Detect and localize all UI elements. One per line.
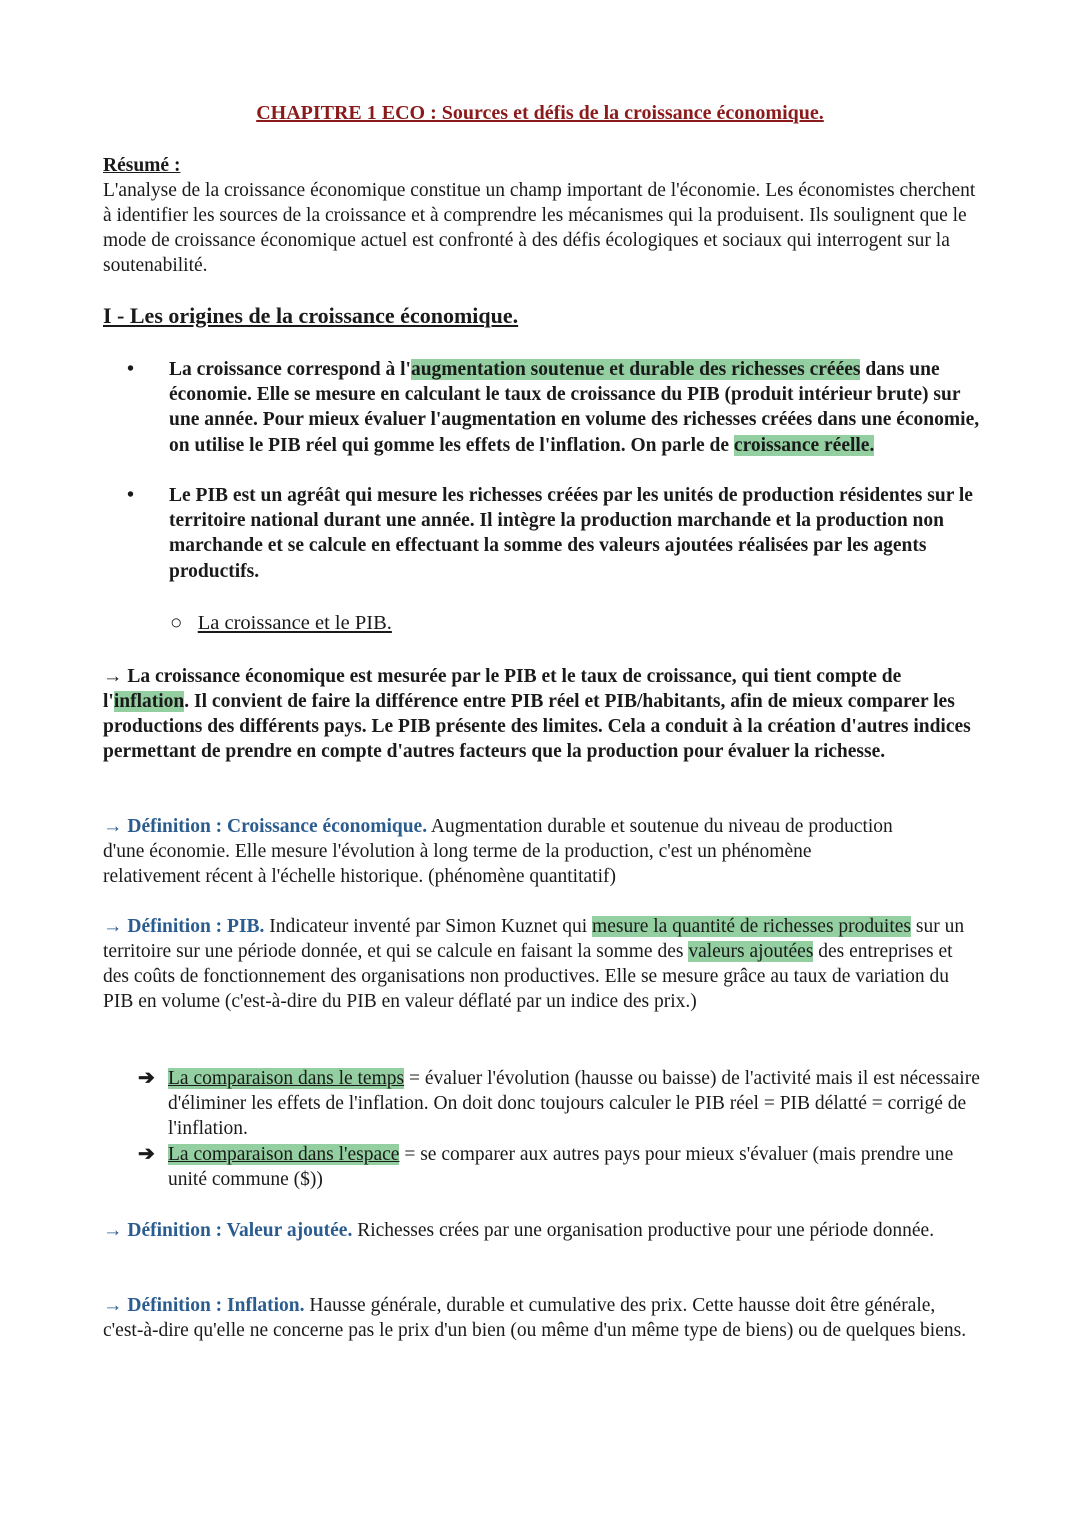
definition-inflation: → Définition : Inflation. Hausse générale, durable et cumulative des prix. Cette hausse doit être générale, c'est-à-dire qu'elle ne concerne pas le prix d'un bien (ou même d'un même type de biens) ou de quelques biens. xyxy=(103,1295,967,1341)
resume-heading: Résumé : xyxy=(103,155,181,176)
subheading: ○ La croissance et le PIB. xyxy=(170,612,392,634)
definition-pib: → Définition : PIB. Indicateur inventé par Simon Kuznet qui mesure la quantité de richesses produites sur un territoire sur une période donnée, et qui se calcule en faisant la somme des valeurs ajoutées des entreprises et des coûts de fonctionnement des organisations non productives. Elle se mesure grâce au taux de variation du PIB en volume (c'est-à-dire du PIB en valeur déflaté par un indice des prix.) xyxy=(103,916,965,1012)
definition-valeur-ajoutee: → Définition : Valeur ajoutée. Richesses crées par une organisation productive pour une période donnée. xyxy=(103,1220,935,1241)
resume-section xyxy=(103,153,983,278)
summary-paragraph: → La croissance économique est mesurée par le PIB et le taux de croissance, qui tient compte de l'inflation. Il convient de faire la différence entre PIB réel et PIB/habitants, afin de mieux comparer les productions des différents pays. Le PIB présente des limites. Cela a conduit à la création d'autres indices permettant de prendre en compte d'autres facteurs que la production pour évaluer la richesse. xyxy=(103,666,971,762)
arrow-right-icon: ➔ xyxy=(138,1143,155,1165)
comparison-item: ➔ La comparaison dans l'espace = se comparer aux autres pays pour mieux s'évaluer (mais prendre une unité commune ($)) xyxy=(138,1143,954,1190)
arrow-right-icon: ➔ xyxy=(138,1067,155,1089)
bullet-item xyxy=(103,357,983,458)
circle-bullet-icon: ○ xyxy=(170,612,183,634)
page-title: CHAPITRE 1 ECO : Sources et défis de la croissance économique. xyxy=(256,102,824,124)
definition-croissance: → Définition : Croissance économique. Augmentation durable et soutenue du niveau de production d'une économie. Elle mesure l'évolution à long terme de la production, c'est un phénomène relativement récent à l'échelle historique. (phénomène quantitatif) xyxy=(103,816,893,887)
section1-heading: I - Les origines de la croissance économique. xyxy=(103,303,519,328)
comparison-item: ➔ La comparaison dans le temps = évaluer l'évolution (hausse ou baisse) de l'activité mais il est nécessaire d'éliminer les effets de l'inflation. On doit donc toujours calculer le PIB réel = PIB délatté = corrigé de l'inflation. xyxy=(138,1067,980,1139)
bullet-dot: • xyxy=(127,484,135,506)
bullet-dot: • xyxy=(127,358,135,380)
bullet-text: La croissance correspond à l'augmentation soutenue et durable des richesses créées dans une économie. Elle se mesure en calculant le taux de croissance du PIB (produit intérieur brute) sur une année. Pour mieux évaluer l'augmentation en volume des richesses créées dans une économie, on utilise le PIB réel qui gomme les effets de l'inflation. On parle de croissance réelle. xyxy=(169,359,980,456)
resume-text: L'analyse de la croissance économique constitue un champ important de l'économie. Les économistes cherchent à identifier les sources de la croissance et à comprendre les mécanismes qui la produisent. Ils soulignent que le mode de croissance économique actuel est confronté à des défis écologiques et sociaux qui interrogent sur la soutenabilité. xyxy=(103,180,976,276)
bullet-item xyxy=(103,483,983,584)
bullet-text: Le PIB est un agréât qui mesure les richesses créées par les unités de production résidentes sur le territoire national durant une année. Il intègre la production marchande et la production non marchande et se calcule en effectuant la somme des valeurs ajoutées réalisées par les agents productifs. xyxy=(169,485,973,582)
